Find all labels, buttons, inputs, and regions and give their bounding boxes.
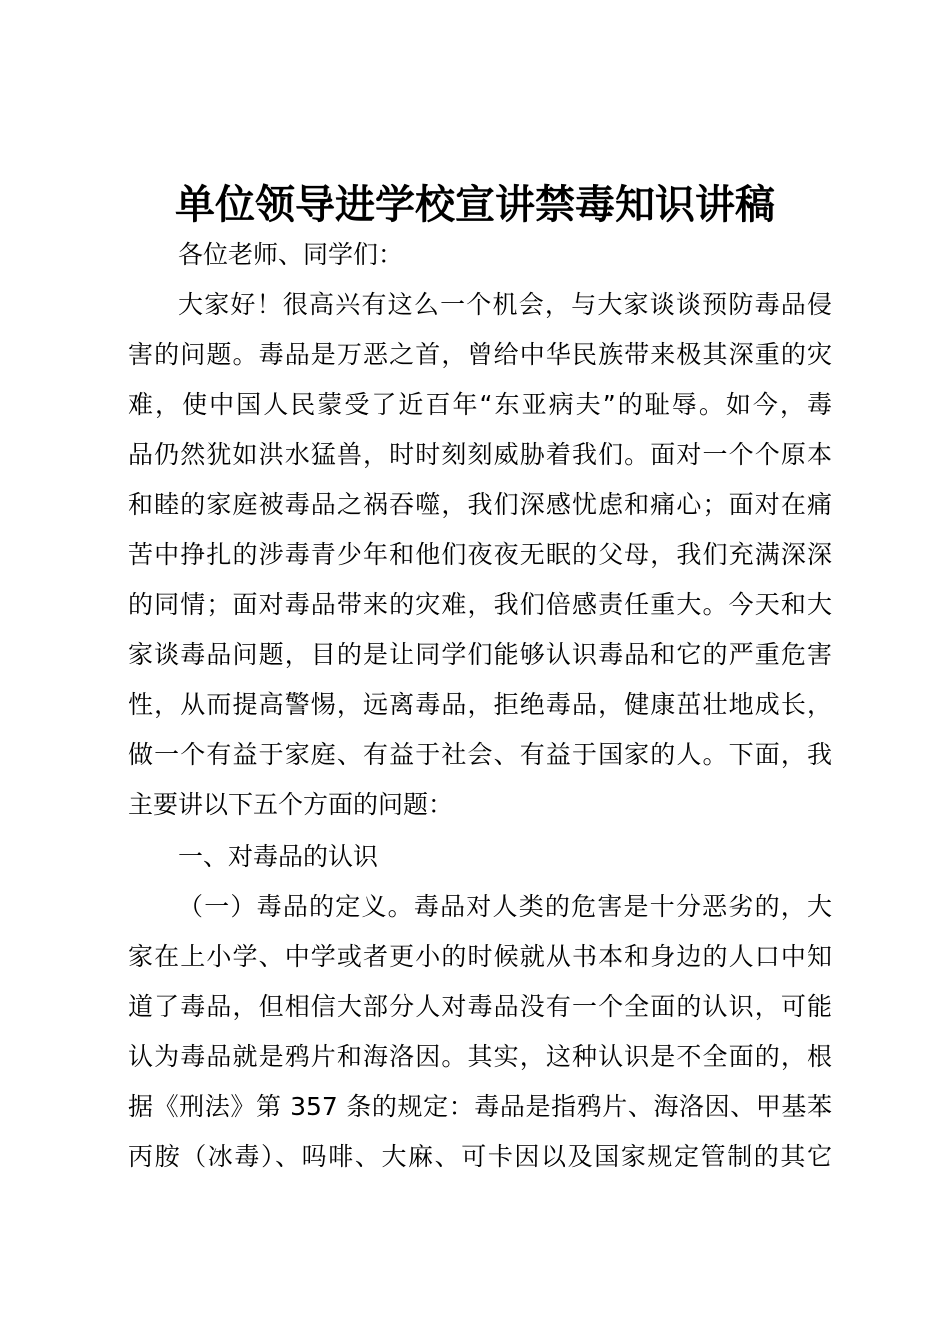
paragraph-intro: [128, 280, 832, 830]
text-line: 难，使中国人民蒙受了近百年“东亚病夫”的耻辱。如今，毒: [128, 390, 832, 419]
text-line: 家在上小学、中学或者更小的时候就从书本和身边的人口中知: [128, 942, 832, 971]
text-line: 丙胺（冰毒）、吗啡、大麻、可卡因以及国家规定管制的其它: [128, 1142, 832, 1171]
text-line: 做一个有益于家庭、有益于社会、有益于国家的人。下面，我: [128, 740, 832, 769]
text-line: 认为毒品就是鸦片和海洛因。其实，这种认识是不全面的，根: [128, 1042, 832, 1071]
text-line: 据《刑法》第 357 条的规定：毒品是指鸦片、海洛因、甲基苯: [128, 1092, 832, 1121]
section-heading: 一、对毒品的认识: [178, 842, 379, 871]
text-line: 的同情；面对毒品带来的灾难，我们倍感责任重大。今天和大: [128, 590, 832, 619]
text-line: （一）毒品的定义。毒品对人类的危害是十分恶劣的，大: [178, 892, 832, 921]
text-line: 品仍然犹如洪水猛兽，时时刻刻威胁着我们。面对一个个原本: [128, 440, 832, 469]
text-line: 苦中挣扎的涉毒青少年和他们夜夜无眠的父母，我们充满深深: [128, 540, 832, 569]
document-title: 单位领导进学校宣讲禁毒知识讲稿: [175, 182, 775, 228]
document-body: [128, 230, 832, 1182]
text-line: 主要讲以下五个方面的问题：: [128, 790, 454, 819]
text-line: 家谈毒品问题，目的是让同学们能够认识毒品和它的严重危害: [128, 640, 832, 669]
text-line: 大家好！很高兴有这么一个机会，与大家谈谈预防毒品侵: [178, 290, 832, 319]
salutation: 各位老师、同学们：: [178, 240, 404, 269]
text-line: 性，从而提高警惕，远离毒品，拒绝毒品，健康茁壮地成长，: [128, 690, 832, 719]
text-line: 害的问题。毒品是万恶之首，曾给中华民族带来极其深重的灾: [128, 340, 832, 369]
text-line: 和睦的家庭被毒品之祸吞噬，我们深感忧虑和痛心；面对在痛: [128, 490, 832, 519]
text-line: 道了毒品，但相信大部分人对毒品没有一个全面的认识，可能: [128, 992, 832, 1021]
paragraph-definition: [128, 882, 832, 1182]
